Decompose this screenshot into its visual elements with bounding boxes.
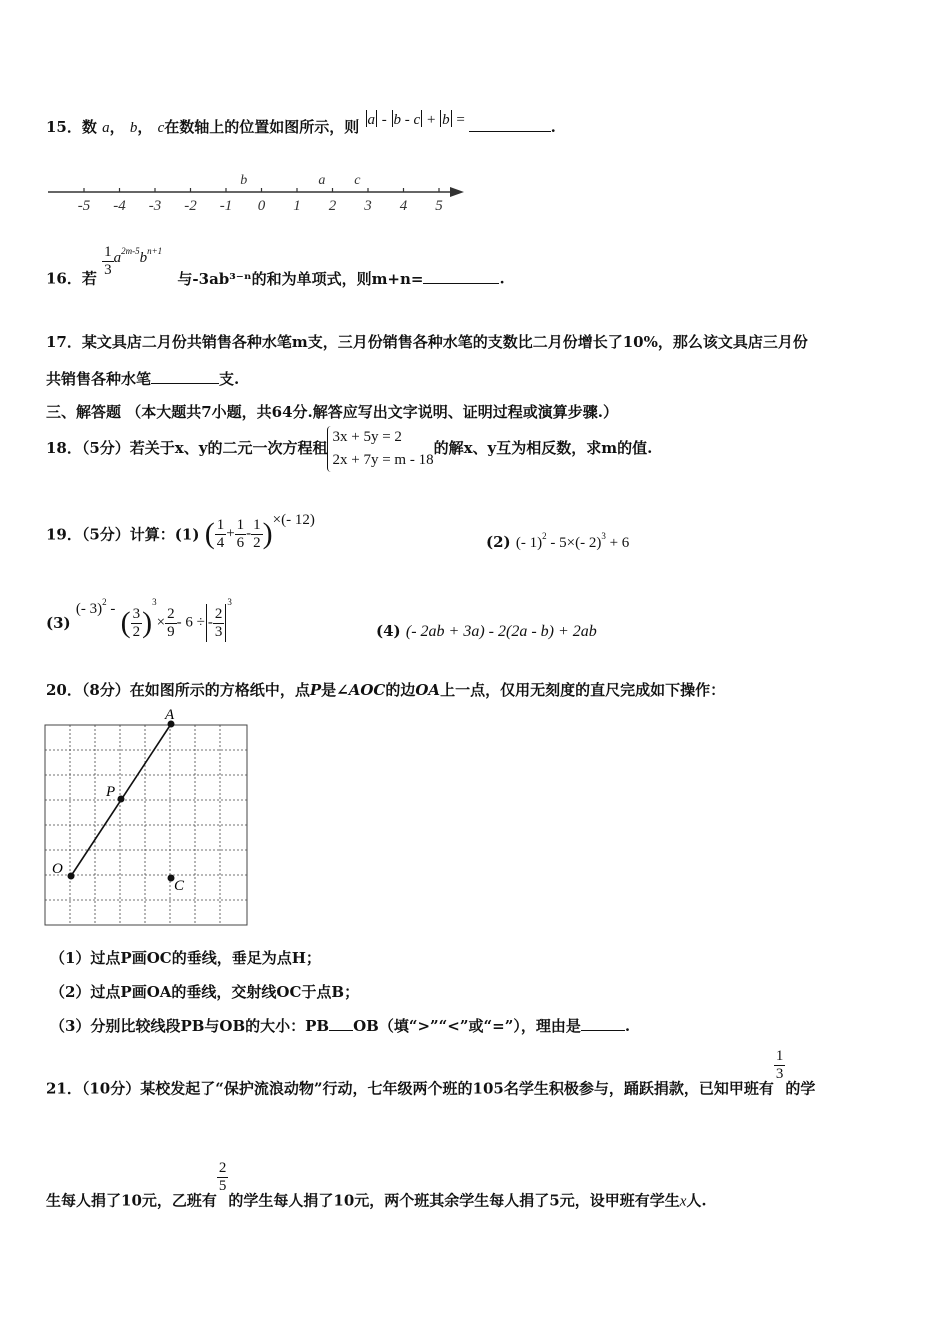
question-20-step2: （2）过点P画OA的垂线，交射线OC于点B； bbox=[50, 983, 360, 1001]
equation-system: 3x + 5y = 2 2x + 7y = m - 18 bbox=[327, 426, 433, 472]
monomial-a: $a^{2m-5}b^{n+1}$ bbox=[113, 245, 163, 266]
number-line-tick-label: -2 bbox=[184, 198, 197, 214]
question-19-part4: (4) (- 2ab + 3a) - 2(2a - b) + 2ab bbox=[376, 622, 597, 640]
point-P bbox=[118, 796, 125, 803]
var-b: b bbox=[129, 120, 138, 136]
question-20: 20．（8分）在如图所示的方格纸中，点P是∠AOC的边OA上一点，仅用无刻度的直尺完成如下操作： bbox=[46, 681, 726, 699]
fraction-two-fifths: $\frac{2}{5}$ bbox=[218, 1160, 227, 1194]
question-19-part2: (2) (- 1)$^2$ - 5×(- 2)$^3$ + 6 bbox=[486, 531, 630, 551]
number-line-tick-label: 2 bbox=[328, 198, 337, 214]
point-O bbox=[68, 873, 75, 880]
number-line-tick-label: 0 bbox=[257, 198, 266, 214]
var-a: a bbox=[102, 120, 110, 136]
answer-blank bbox=[423, 269, 499, 284]
number-line bbox=[44, 170, 474, 218]
grid-figure bbox=[44, 708, 250, 930]
fraction-one-third: $\frac{1}{3}$ bbox=[104, 244, 112, 278]
number-line-tick-label: -4 bbox=[113, 198, 126, 214]
question-17-line1: 17．某文具店二月份共销售各种水笔m支，三月份销售各种水笔的支数比二月份增长了10%，那么该文具店三月份 bbox=[46, 333, 808, 351]
question-20-step3: （3）分别比较线段PB与OB的大小：PB OB（填“>”“<”或“=”），理由是 . bbox=[50, 1017, 631, 1035]
label-A: A bbox=[165, 708, 175, 723]
number-line-tick-label: 4 bbox=[399, 198, 408, 214]
var-c: c bbox=[157, 120, 165, 136]
section-title: 三、解答题 （本大题共7小题，共64分.解答应写出文字说明、证明过程或演算步骤.） bbox=[46, 403, 618, 421]
label-P: P bbox=[106, 784, 116, 800]
answer-blank bbox=[151, 369, 219, 384]
number-line-point-label: b bbox=[240, 173, 248, 188]
label-O: O bbox=[52, 861, 63, 877]
answer-blank bbox=[469, 117, 551, 132]
question-15: 15．数 a， b， c在数轴上的位置如图所示，则 a - b - c + b = . bbox=[46, 112, 556, 136]
answer-blank bbox=[581, 1016, 625, 1031]
number-line-tick-label: 3 bbox=[364, 198, 372, 214]
question-16: 16．若 $\frac{1}{3}$ $a^{2m-5}b^{n+1}$ 与-3ab³⁻ⁿ的和为单项式，则m+n= . bbox=[46, 244, 505, 288]
q15-expression: a - b - c + b = bbox=[367, 112, 465, 128]
number-line-tick-label: -3 bbox=[148, 198, 162, 214]
question-19-part3: (3) (- 3)$^2$ - ( $\frac{3}{2}$ )$^3$× $\frac{2}{9}$ - 6 ÷ - $\frac{2}{3}$ $^3$ bbox=[46, 597, 232, 642]
number-line-point-label: c bbox=[354, 173, 361, 188]
question-19-part1: 19．（5分）计算：(1) ( $\frac{1}{4}$ + $\frac{1}{6}$ - $\frac{1}{2}$ )×(- 12) bbox=[46, 512, 315, 551]
number-line-tick-label: 5 bbox=[435, 198, 443, 214]
question-21-line1: 21．（10分）某校发起了“保护流浪动物”行动，七年级两个班的105名学生积极参与，踊跃捐款，已知甲班有 $\frac{1}{3}$ 的学 bbox=[46, 1048, 816, 1098]
number-line-point-label: a bbox=[318, 173, 326, 188]
label-C: C bbox=[174, 878, 185, 894]
answer-blank bbox=[329, 1016, 353, 1031]
q15-number: 15． bbox=[46, 118, 82, 136]
question-18: 18．（5分）若关于x、y的二元一次方程租 3x + 5y = 2 2x + 7y = m - 18 的解x、y互为相反数，求m的值. bbox=[46, 426, 652, 472]
question-20-step1: （1）过点P画OC的垂线，垂足为点H； bbox=[50, 949, 321, 967]
number-line-tick-label: -5 bbox=[77, 198, 91, 214]
question-21-line2: 生每人捐了10元，乙班有 $\frac{2}{5}$ 的学生每人捐了10元，两个班其余学生每人捐了5元，设甲班有学生x人. bbox=[46, 1160, 707, 1210]
fraction-one-third: $\frac{1}{3}$ bbox=[775, 1048, 784, 1082]
number-line-tick-label: -1 bbox=[219, 198, 233, 214]
number-line-tick-label: 1 bbox=[293, 198, 301, 214]
question-17-line2: 共销售各种水笔 支. bbox=[46, 370, 240, 388]
